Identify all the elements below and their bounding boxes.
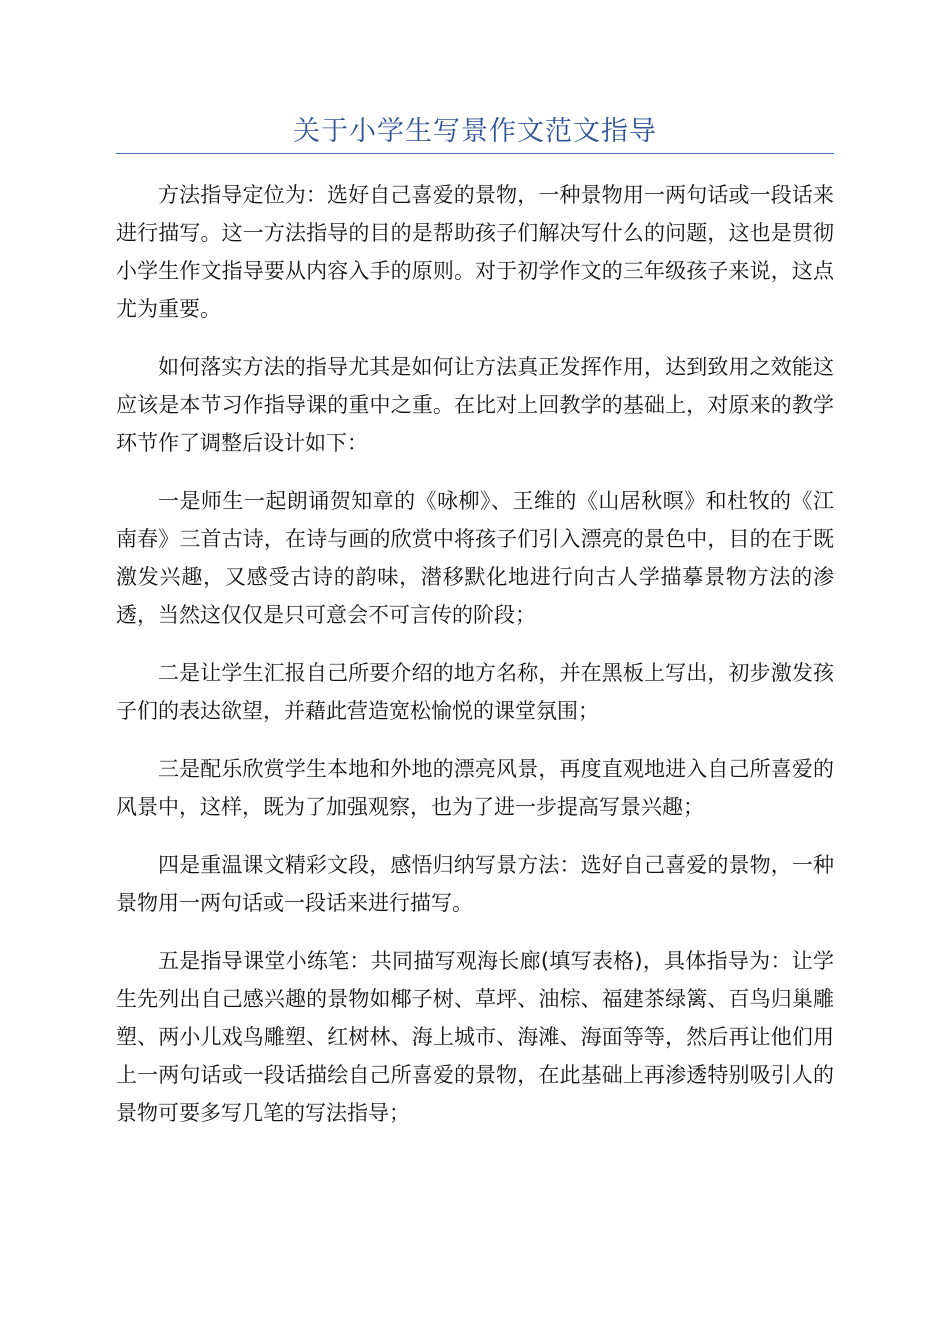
paragraph-5: 三是配乐欣赏学生本地和外地的漂亮风景，再度直观地进入自己所喜爱的风景中，这样，既为了加强观察，也为了进一步提高写景兴趣； (116, 757, 834, 819)
paragraph-7: 五是指导课堂小练笔：共同描写观海长廊(填写表格)，具体指导为：让学生先列出自己感兴趣的景物如椰子树、草坪、油棕、福建茶绿篱、百鸟归巢雕塑、两小儿戏鸟雕塑、红树林、海上城市、海滩、海面等等，然后再让他们用上一两句话或一段话描绘自己所喜爱的景物，在此基础上再渗透特别吸引人的景物可要多写几笔的写法指导； (116, 949, 834, 1125)
page-title: 关于小学生写景作文范文指导 (293, 116, 657, 147)
title-underline (116, 153, 834, 154)
paragraph-3: 一是师生一起朗诵贺知章的《咏柳》、王维的《山居秋暝》和杜牧的《江南春》三首古诗，在诗与画的欣赏中将孩子们引入漂亮的景色中，目的在于既激发兴趣，又感受古诗的韵味，潜移默化地进行向古人学描摹景物方法的渗透，当然这仅仅是只可意会不可言传的阶段； (116, 489, 834, 627)
paragraph-6: 四是重温课文精彩文段，感悟归纳写景方法：选好自己喜爱的景物，一种景物用一两句话或一段话来进行描写。 (116, 853, 834, 915)
document-body (116, 176, 834, 1152)
paragraph-1: 方法指导定位为：选好自己喜爱的景物，一种景物用一两句话或一段话来进行描写。这一方法指导的目的是帮助孩子们解决写什么的问题，这也是贯彻小学生作文指导要从内容入手的原则。对于初学作文的三年级孩子来说，这点尤为重要。 (116, 183, 834, 321)
paragraph-4: 二是让学生汇报自己所要介绍的地方名称，并在黑板上写出，初步激发孩子们的表达欲望，并藉此营造宽松愉悦的课堂氛围； (116, 661, 834, 723)
paragraph-2: 如何落实方法的指导尤其是如何让方法真正发挥作用，达到致用之效能这应该是本节习作指导课的重中之重。在比对上回教学的基础上，对原来的教学环节作了调整后设计如下： (116, 355, 834, 455)
